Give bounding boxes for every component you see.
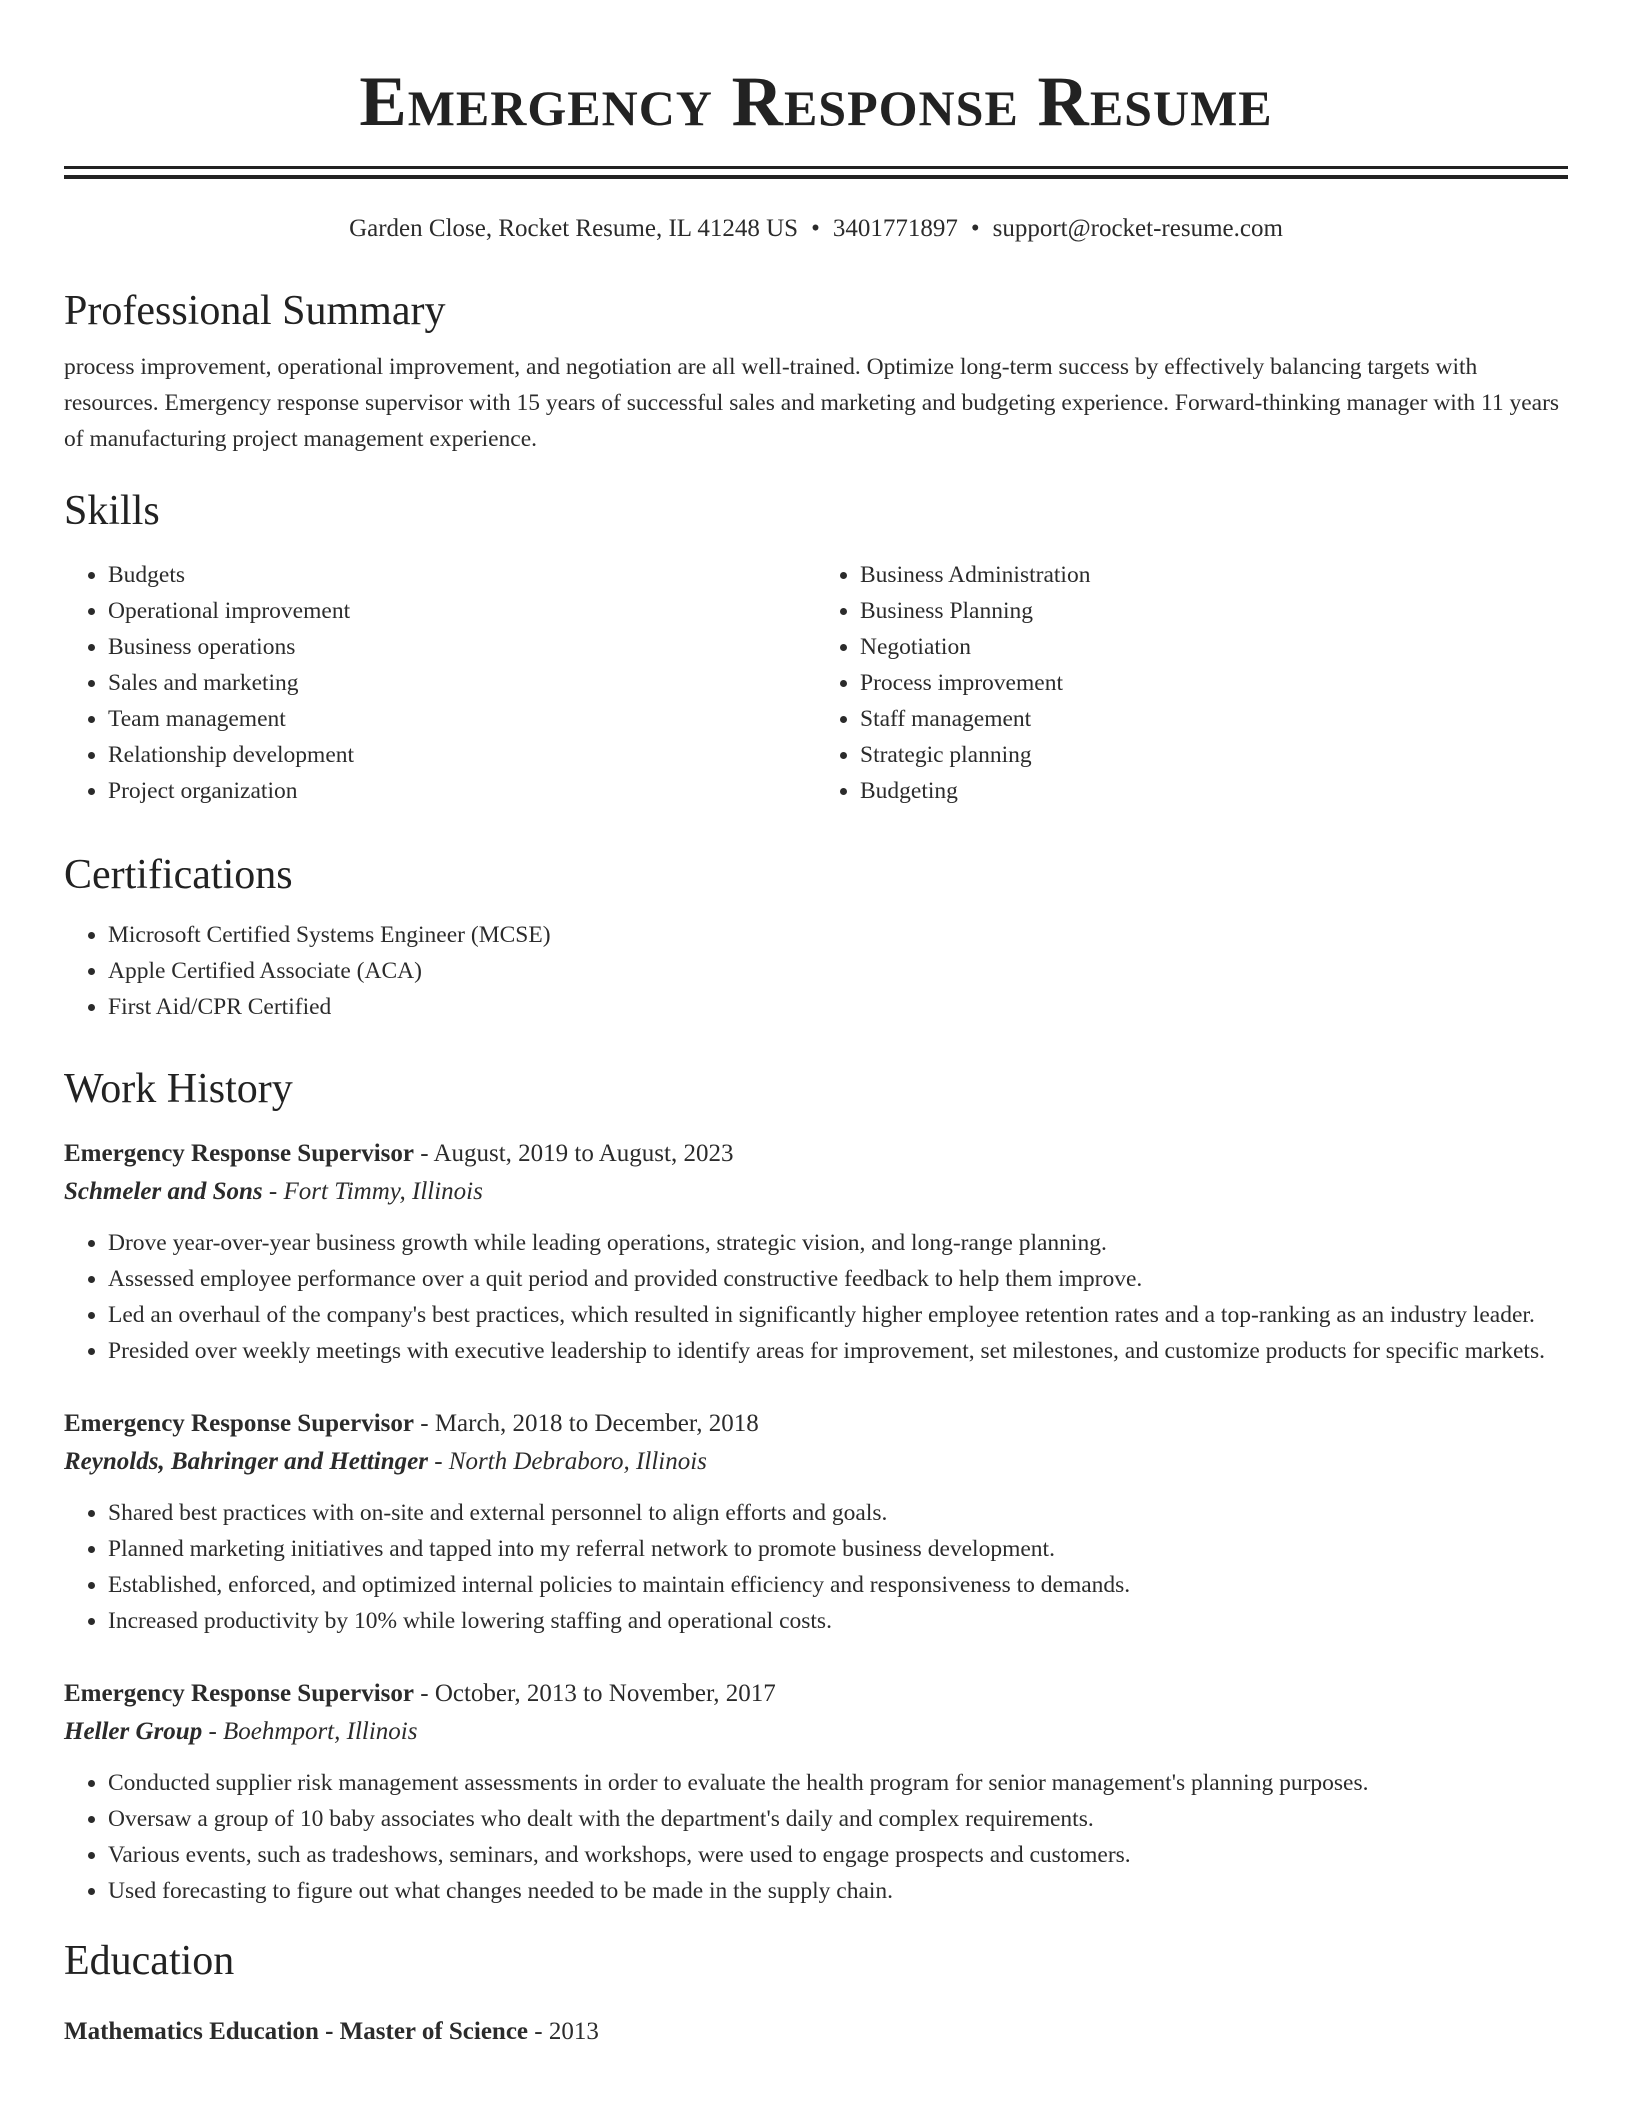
skill-item: • Business Planning bbox=[860, 593, 1568, 629]
job-dates: August, 2019 to August, 2023 bbox=[433, 1140, 734, 1167]
job-bullet: • Led an overhaul of the company's best practices, which resulted in significantly higher employee retention rates and a top-ranking as an industry leader. bbox=[108, 1297, 1568, 1333]
job-entry bbox=[64, 1405, 1568, 1639]
job-bullet: • Increased productivity by 10% while lowering staffing and operational costs. bbox=[108, 1603, 1568, 1639]
skill-item: • Business Administration bbox=[860, 557, 1568, 593]
skills-heading: Skills bbox=[64, 488, 160, 534]
job-bullet: • Used forecasting to figure out what changes needed to be made in the supply chain. bbox=[108, 1873, 1568, 1909]
job-bullet: • Presided over weekly meetings with executive leadership to identify areas for improvement, set milestones, and customize products for specific markets. bbox=[108, 1333, 1568, 1369]
job-location: Fort Timmy, Illinois bbox=[283, 1178, 483, 1205]
skill-item: • Relationship development bbox=[108, 737, 816, 773]
skill-item: • Negotiation bbox=[860, 629, 1568, 665]
certification-item: • Microsoft Certified Systems Engineer (MCSE) bbox=[108, 917, 1568, 953]
skill-item: • Budgets bbox=[108, 557, 816, 593]
certification-item: • Apple Certified Associate (ACA) bbox=[108, 953, 1568, 989]
contact-separator: • bbox=[970, 215, 980, 242]
skill-item: • Staff management bbox=[860, 701, 1568, 737]
job-company: Reynolds, Bahringer and Hettinger bbox=[64, 1448, 428, 1475]
contact-phone: 3401771897 bbox=[832, 215, 958, 242]
skill-item: • Strategic planning bbox=[860, 737, 1568, 773]
job-bullet: • Conducted supplier risk management assessments in order to evaluate the health program for senior management's planning purposes. bbox=[108, 1765, 1568, 1801]
summary-heading: Professional Summary bbox=[64, 288, 446, 334]
skills-columns bbox=[64, 557, 1568, 809]
job-dates: October, 2013 to November, 2017 bbox=[434, 1680, 776, 1707]
education-entry: Mathematics Education - Master of Science - 2013 bbox=[64, 2018, 599, 2045]
work-history-heading: Work History bbox=[64, 1066, 293, 1112]
certification-item: • First Aid/CPR Certified bbox=[108, 989, 1568, 1025]
job-bullet: • Shared best practices with on-site and external personnel to align efforts and goals. bbox=[108, 1495, 1568, 1531]
summary-text: process improvement, operational improvement, and negotiation are all well-trained. Optimize long-term success by effectively balancing targets with resources. Emergency response supervisor with 15 years of successful sales and marketing and budgeting experience. Forward-thinking manager with 11 years of manufacturing project management experience. bbox=[64, 354, 1560, 452]
job-bullet: • Various events, such as tradeshows, seminars, and workshops, were used to engage prospects and customers. bbox=[108, 1837, 1568, 1873]
job-bullet: • Oversaw a group of 10 baby associates who dealt with the department's daily and complex requirements. bbox=[108, 1801, 1568, 1837]
job-title-line: Emergency Response Supervisor - August, 2019 to August, 2023 bbox=[64, 1140, 734, 1167]
job-title-line: Emergency Response Supervisor - March, 2018 to December, 2018 bbox=[64, 1410, 759, 1437]
job-dates: March, 2018 to December, 2018 bbox=[434, 1410, 759, 1437]
resume-title: Emergency Response Resume bbox=[359, 63, 1273, 141]
job-company: Heller Group bbox=[64, 1718, 203, 1745]
certifications-heading: Certifications bbox=[64, 852, 293, 898]
job-bullets bbox=[64, 1765, 1568, 1909]
divider-line-top bbox=[64, 166, 1568, 169]
education-degree: Mathematics Education - Master of Science bbox=[64, 2018, 529, 2045]
title-divider bbox=[64, 166, 1568, 179]
job-location: North Debraboro, Illinois bbox=[448, 1448, 707, 1475]
skill-item: • Project organization bbox=[108, 773, 816, 809]
contact-separator: • bbox=[811, 215, 820, 242]
skill-item: • Sales and marketing bbox=[108, 665, 816, 701]
job-title-line: Emergency Response Supervisor - October, 2013 to November, 2017 bbox=[64, 1680, 776, 1707]
skill-item: • Process improvement bbox=[860, 665, 1568, 701]
job-entry bbox=[64, 1135, 1568, 1369]
job-company: Schmeler and Sons bbox=[64, 1178, 263, 1205]
skill-item: • Budgeting bbox=[860, 773, 1568, 809]
education-heading: Education bbox=[64, 1938, 235, 1984]
skills-list-right bbox=[816, 557, 1568, 809]
skill-item: • Operational improvement bbox=[108, 593, 816, 629]
job-title: Emergency Response Supervisor bbox=[64, 1140, 414, 1167]
job-bullet: • Drove year-over-year business growth while leading operations, strategic vision, and long-range planning. bbox=[108, 1225, 1568, 1261]
certifications-list bbox=[64, 917, 1568, 1025]
job-bullet: • Established, enforced, and optimized internal policies to maintain efficiency and responsiveness to demands. bbox=[108, 1567, 1568, 1603]
skill-item: • Team management bbox=[108, 701, 816, 737]
skill-item: • Business operations bbox=[108, 629, 816, 665]
job-title: Emergency Response Supervisor bbox=[64, 1680, 414, 1707]
contact-line bbox=[64, 213, 1568, 245]
job-bullet: • Planned marketing initiatives and tapped into my referral network to promote business development. bbox=[108, 1531, 1568, 1567]
contact-address: Garden Close, Rocket Resume, IL 41248 US bbox=[349, 215, 799, 242]
job-company-line: Reynolds, Bahringer and Hettinger - North Debraboro, Illinois bbox=[64, 1448, 707, 1475]
job-company-line: Heller Group - Boehmport, Illinois bbox=[64, 1718, 418, 1745]
divider-line-bottom bbox=[64, 175, 1568, 179]
job-company-line: Schmeler and Sons - Fort Timmy, Illinois bbox=[64, 1178, 483, 1205]
job-bullets bbox=[64, 1225, 1568, 1369]
job-bullet: • Assessed employee performance over a quit period and provided constructive feedback to help them improve. bbox=[108, 1261, 1568, 1297]
job-location: Boehmport, Illinois bbox=[223, 1718, 418, 1745]
job-title: Emergency Response Supervisor bbox=[64, 1410, 414, 1437]
job-bullets bbox=[64, 1495, 1568, 1639]
skills-list-left bbox=[64, 557, 816, 809]
contact-email: support@rocket-resume.com bbox=[992, 215, 1283, 242]
education-year: 2013 bbox=[548, 2018, 599, 2045]
job-entry bbox=[64, 1675, 1568, 1909]
